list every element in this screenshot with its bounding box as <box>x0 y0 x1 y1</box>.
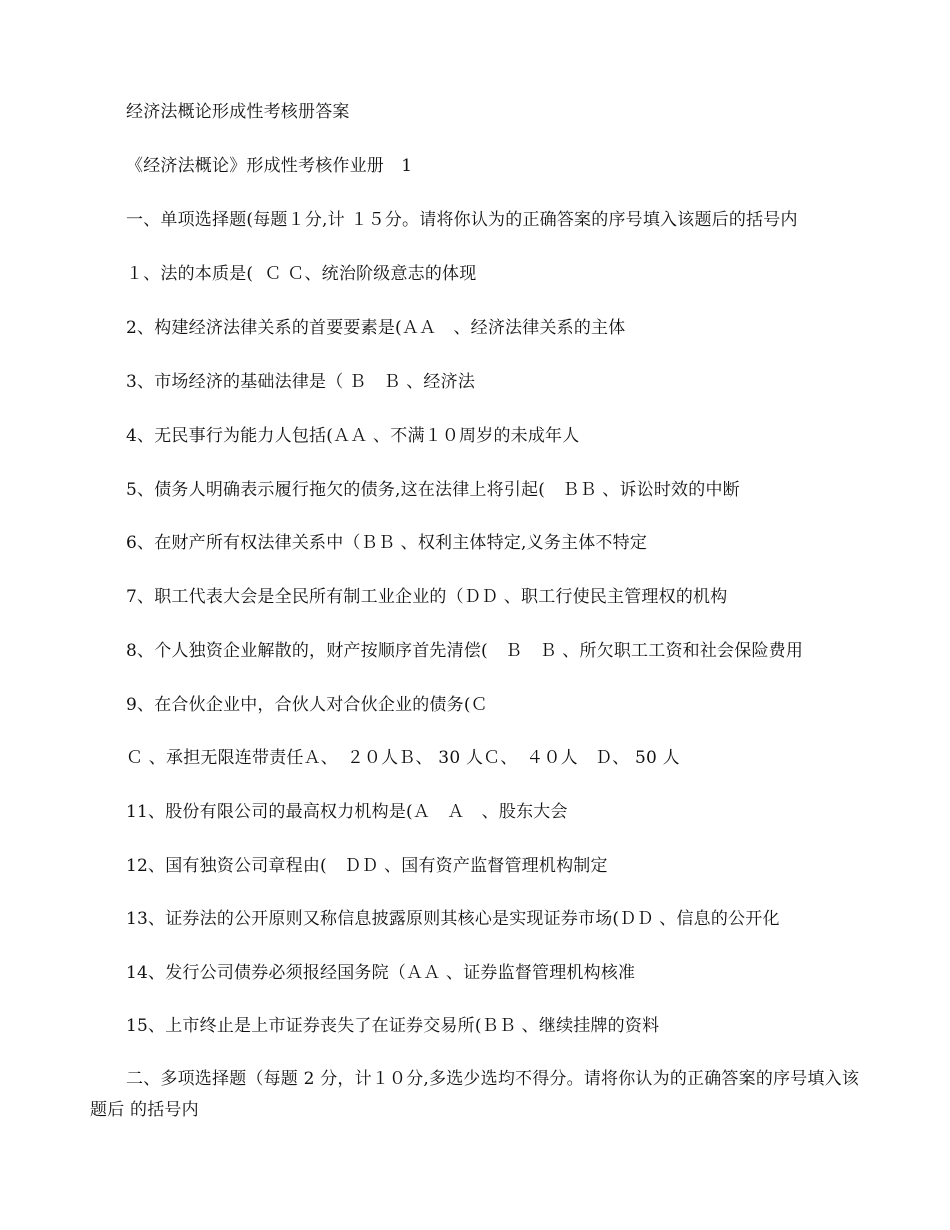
section-heading-single-choice: 一、单项选择题(每题１分,计 １５分。请将你认为的正确答案的序号填入该题后的括号内 <box>126 210 798 230</box>
answer-options-line: Ｃ 、承担无限连带责任Ａ、 ２０人Ｂ、 30 人Ｃ、 ４０人 Ｄ、 50 人 <box>126 748 680 768</box>
question-line: 3、市场经济的基础法律是（ Ｂ Ｂ 、经济法 <box>126 372 476 392</box>
question-line: 2、构建经济法律关系的首要要素是(ＡＡ 、经济法律关系的主体 <box>126 318 626 338</box>
question-line: １、法的本质是( Ｃ Ｃ、统治阶级意志的体现 <box>126 264 477 284</box>
question-line: 6、在财产所有权法律关系中（ＢＢ 、权利主体特定,义务主体不特定 <box>126 533 648 553</box>
question-line: 5、债务人明确表示履行拖欠的债务,这在法律上将引起( ＢＢ 、诉讼时效的中断 <box>126 480 740 500</box>
question-line: 7、职工代表大会是全民所有制工业企业的（ＤＤ 、职工行使民主管理权的机构 <box>126 587 728 607</box>
question-line: 11、股份有限公司的最高权力机构是(Ａ Ａ 、股东大会 <box>126 802 568 822</box>
document-title: 经济法概论形成性考核册答案 <box>126 102 350 122</box>
question-line: 12、国有独资公司章程由( ＤＤ 、国有资产监督管理机构制定 <box>126 856 608 876</box>
question-line: 15、上市终止是上市证券丧失了在证券交易所(ＢＢ 、继续挂牌的资料 <box>126 1016 660 1036</box>
question-line: 4、无民事行为能力人包括(ＡＡ 、不满１０周岁的未成年人 <box>126 426 580 446</box>
document-subtitle: 《经济法概论》形成性考核作业册 1 <box>126 156 413 176</box>
section-heading-multiple-choice: 二、多项选择题（每题 2 分，计１０分,多选少选均不得分。请将你认为的正确答案的序号填入该题后 的括号内 <box>90 1069 860 1120</box>
question-line: 13、证券法的公开原则又称信息披露原则其核心是实现证券市场(ＤＤ 、信息的公开化 <box>126 909 780 929</box>
question-line: 8、个人独资企业解散的，财产按顺序首先清偿( Ｂ Ｂ 、所欠职工工资和社会保险费用 <box>126 641 804 661</box>
question-line: 9、在合伙企业中，合伙人对合伙企业的债务(Ｃ <box>126 695 488 715</box>
question-line: 14、发行公司债券必须报经国务院（ＡＡ 、证券监督管理机构核准 <box>126 963 636 983</box>
